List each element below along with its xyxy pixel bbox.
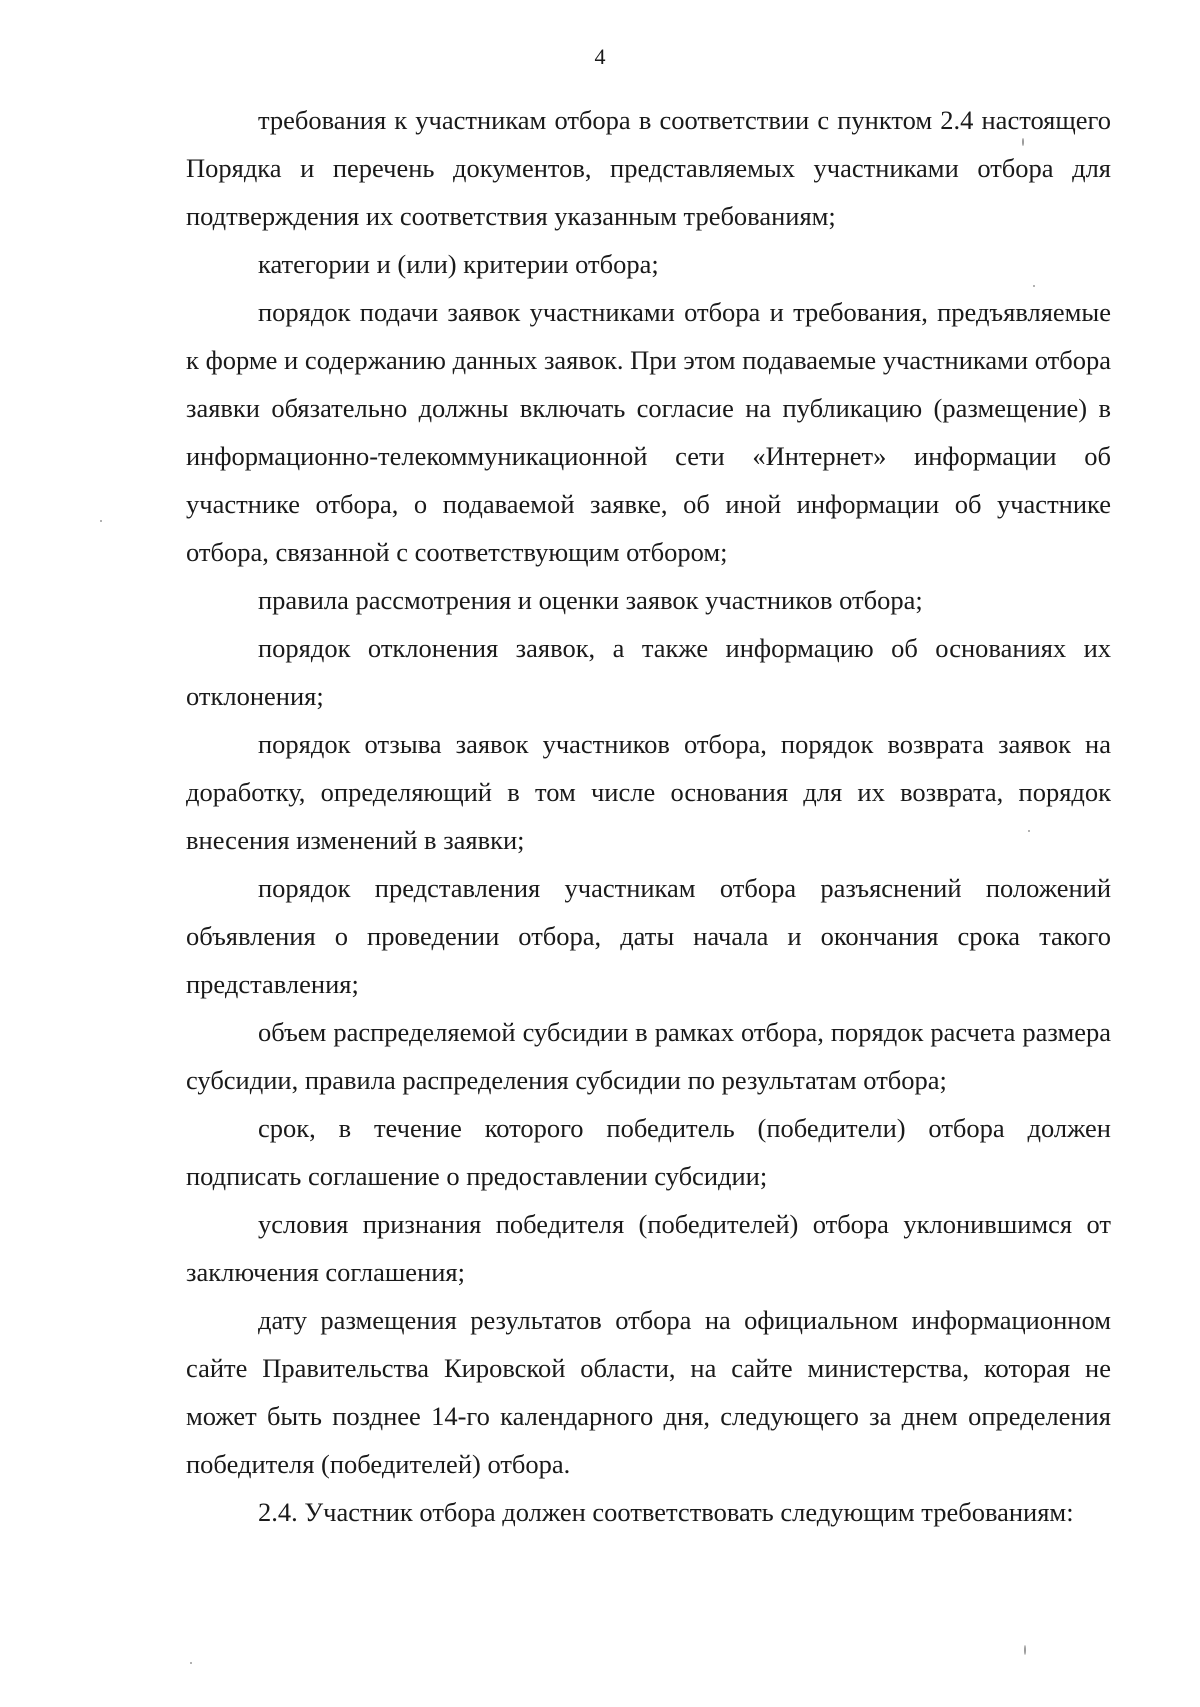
paragraph-subsidy-volume: объем распределяемой субсидии в рамках отбора, порядок расчета размера субсидии, правила распределения субсидии по результатам отбора; bbox=[186, 1017, 1111, 1095]
paragraph-evasion-conditions: условия признания победителя (победителей) отбора уклонившимся от заключения соглашения; bbox=[186, 1209, 1111, 1287]
paragraph-clarifications: порядок представления участникам отбора разъяснений положений объявления о проведении отбора, даты начала и окончания срока такого представления; bbox=[186, 873, 1111, 999]
document-body bbox=[186, 96, 1111, 1536]
paragraph-selection-requirements: требования к участникам отбора в соответствии с пунктом 2.4 настоящего Порядка и перечень документов, представляемых участниками отбора для подтверждения их соответствия указанным требованиям; bbox=[186, 105, 1111, 231]
paragraph-withdrawal-procedure: порядок отзыва заявок участников отбора, порядок возврата заявок на доработку, определяющий в том числе основания для их возврата, порядок внесения изменений в заявки; bbox=[186, 729, 1111, 855]
paragraph-rejection-procedure: порядок отклонения заявок, а также информацию об основаниях их отклонения; bbox=[186, 633, 1111, 711]
paragraph-review-rules: правила рассмотрения и оценки заявок участников отбора; bbox=[258, 585, 923, 615]
scan-speck bbox=[1028, 830, 1030, 832]
scan-speck bbox=[1024, 1645, 1026, 1655]
paragraph-results-publication: дату размещения результатов отбора на официальном информационном сайте Правительства Кировской области, на сайте министерства, которая не может быть позднее 14-го календарного дня, следующего за днем определения победителя (победителей) отбора. bbox=[186, 1305, 1111, 1479]
page-number: 4 bbox=[594, 44, 606, 69]
paragraph-section-2-4: 2.4. Участник отбора должен соответствовать следующим требованиям: bbox=[258, 1497, 1074, 1527]
scan-speck bbox=[1022, 138, 1024, 146]
paragraph-selection-criteria: категории и (или) критерии отбора; bbox=[258, 249, 659, 279]
paragraph-application-submission: порядок подачи заявок участниками отбора и требования, предъявляемые к форме и содержанию данных заявок. При этом подаваемые участниками отбора заявки обязательно должны включать согласие на публикацию (размещение) в информационно-телекоммуникационной сети «Интернет» информации об участнике отбора, о подаваемой заявке, об иной информации об участнике отбора, связанной с соответствующим отбором; bbox=[186, 297, 1111, 567]
paragraph-agreement-deadline: срок, в течение которого победитель (победители) отбора должен подписать соглашение о предоставлении субсидии; bbox=[186, 1113, 1111, 1191]
scan-speck bbox=[1033, 285, 1035, 287]
scan-speck bbox=[190, 1662, 192, 1664]
scan-speck bbox=[100, 520, 102, 522]
